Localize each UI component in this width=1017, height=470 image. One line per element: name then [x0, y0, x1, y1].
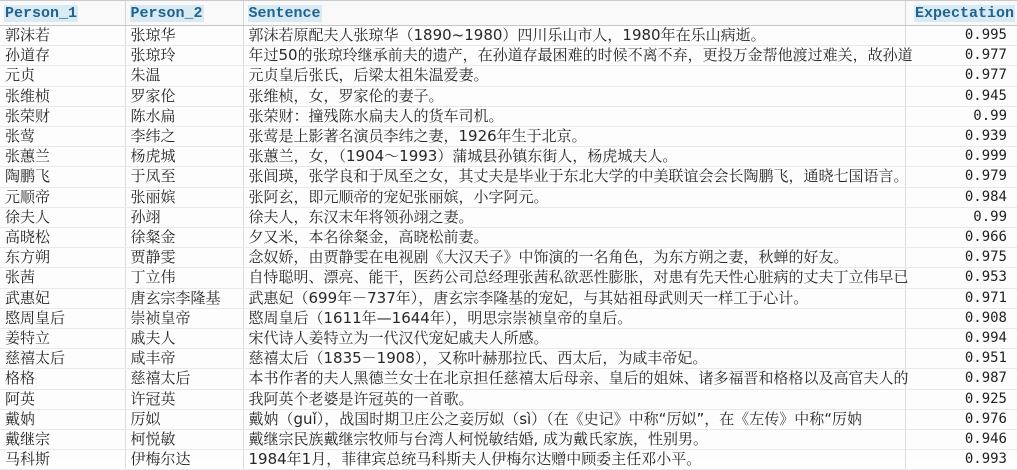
cell-person-2[interactable]: 朱温: [125, 66, 243, 86]
cell-person-1[interactable]: 愍周皇后: [0, 308, 125, 328]
cell-sentence[interactable]: 我阿英个老婆是许冠英的一首歌。: [243, 389, 905, 409]
cell-sentence[interactable]: 宋代诗人姜特立为一代汉代宠妃戚夫人所感。: [243, 329, 905, 349]
cell-person-1[interactable]: 戴妠: [0, 409, 125, 429]
cell-expectation[interactable]: 0.975: [905, 248, 1017, 268]
cell-person-2[interactable]: 于凤至: [125, 167, 243, 187]
table-row: [0, 308, 1017, 328]
cell-person-1[interactable]: 慈禧太后: [0, 349, 125, 369]
column-header-expectation-label: Expectation: [914, 4, 1014, 22]
cell-person-2[interactable]: 贾静雯: [125, 248, 243, 268]
table-row: [0, 329, 1017, 349]
cell-person-1[interactable]: 张莺: [0, 127, 125, 147]
cell-sentence[interactable]: 郭沫若原配夫人张琼华（1890~1980）四川乐山市人，1980年在乐山病逝。: [243, 26, 905, 46]
column-header-person-2-label: Person_2: [130, 4, 203, 22]
cell-sentence[interactable]: 张蕙兰，女，（1904～1993）蒲城县孙镇东街人，杨虎城夫人。: [243, 147, 905, 167]
column-header-expectation[interactable]: [905, 1, 1017, 26]
cell-expectation[interactable]: 0.953: [905, 268, 1017, 288]
cell-person-1[interactable]: 张荣财: [0, 106, 125, 126]
cell-person-1[interactable]: 武惠妃: [0, 288, 125, 308]
cell-expectation[interactable]: 0.977: [905, 66, 1017, 86]
cell-person-2[interactable]: 柯悦敏: [125, 430, 243, 450]
cell-person-2[interactable]: 孙翊: [125, 207, 243, 227]
cell-expectation[interactable]: 0.908: [905, 308, 1017, 328]
table-row: [0, 167, 1017, 187]
table-row: [0, 268, 1017, 288]
cell-person-2[interactable]: 许冠英: [125, 389, 243, 409]
cell-person-2[interactable]: 厉姒: [125, 409, 243, 429]
table-body: [0, 26, 1017, 470]
cell-expectation[interactable]: 0.984: [905, 187, 1017, 207]
cell-expectation[interactable]: 0.999: [905, 147, 1017, 167]
cell-sentence[interactable]: 慈禧太后（1835－1908），又称叶赫那拉氏、西太后，为咸丰帝妃。: [243, 349, 905, 369]
cell-sentence[interactable]: 张荣财：撞残陈水扁夫人的货车司机。: [243, 106, 905, 126]
cell-person-2[interactable]: 张丽嫔: [125, 187, 243, 207]
cell-sentence[interactable]: 夕又米，本名徐粲金，高晓松前妻。: [243, 228, 905, 248]
cell-expectation[interactable]: 0.994: [905, 329, 1017, 349]
cell-sentence[interactable]: 本书作者的夫人黑德兰女士在北京担任慈禧太后母亲、皇后的姐妹、诸多福晋和格格以及高官夫人的: [243, 369, 905, 389]
cell-person-1[interactable]: 张维桢: [0, 86, 125, 106]
table-row: [0, 127, 1017, 147]
table-row: [0, 450, 1017, 470]
cell-person-1[interactable]: 姜特立: [0, 329, 125, 349]
cell-expectation[interactable]: 0.987: [905, 369, 1017, 389]
cell-sentence[interactable]: 张莺是上影著名演员李纬之妻，1926年生于北京。: [243, 127, 905, 147]
table-row: [0, 248, 1017, 268]
cell-person-1[interactable]: 张茜: [0, 268, 125, 288]
cell-person-2[interactable]: 杨虎城: [125, 147, 243, 167]
cell-person-2[interactable]: 徐粲金: [125, 228, 243, 248]
cell-expectation[interactable]: 0.993: [905, 450, 1017, 470]
cell-expectation[interactable]: 0.995: [905, 26, 1017, 46]
cell-person-2[interactable]: 罗家伦: [125, 86, 243, 106]
table-row: [0, 46, 1017, 66]
cell-sentence[interactable]: 年过50的张琼玲继承前夫的遗产，在孙道存最困难的时候不离不弃，更投万金帮他渡过难关，故孙道: [243, 46, 905, 66]
table-row: [0, 288, 1017, 308]
cell-person-1[interactable]: 陶鹏飞: [0, 167, 125, 187]
cell-sentence[interactable]: 戴妠（guǐ），战国时期卫庄公之妾厉姒（sì）（在《史记》中称“厉姒”，在《左传》中称“厉妠: [243, 409, 905, 429]
cell-sentence[interactable]: 1984年1月，菲律宾总统马科斯夫人伊梅尔达赠中顾委主任邓小平。: [243, 450, 905, 470]
cell-sentence[interactable]: 自恃聪明、漂亮、能干，医药公司总经理张茜私欲恶性膨胀，对患有先天性心脏病的丈夫丁立伟早已: [243, 268, 905, 288]
cell-person-2[interactable]: 陈水扁: [125, 106, 243, 126]
cell-person-1[interactable]: 阿英: [0, 389, 125, 409]
cell-sentence[interactable]: 元贞皇后张氏，后梁太祖朱温爱妻。: [243, 66, 905, 86]
table-row: [0, 26, 1017, 46]
table-row: [0, 349, 1017, 369]
column-header-sentence-label: Sentence: [248, 4, 321, 22]
table-row: [0, 86, 1017, 106]
cell-expectation[interactable]: 0.971: [905, 288, 1017, 308]
cell-person-2[interactable]: 李纬之: [125, 127, 243, 147]
table-row: [0, 66, 1017, 86]
table-row: [0, 187, 1017, 207]
column-header-person-1-label: Person_1: [5, 4, 78, 22]
cell-person-1[interactable]: 元顺帝: [0, 187, 125, 207]
cell-person-2[interactable]: 张琼华: [125, 26, 243, 46]
cell-person-1[interactable]: 元贞: [0, 66, 125, 86]
relation-table: [0, 1, 1017, 470]
cell-person-2[interactable]: 崇祯皇帝: [125, 308, 243, 328]
column-header-sentence[interactable]: [243, 1, 905, 26]
cell-sentence[interactable]: 张阿玄，即元顺帝的宠妃张丽嫔，小字阿元。: [243, 187, 905, 207]
table-row: [0, 106, 1017, 126]
cell-sentence[interactable]: 徐夫人，东汉末年将领孙翊之妻。: [243, 207, 905, 227]
header-row: [0, 1, 1017, 26]
cell-expectation[interactable]: 0.945: [905, 86, 1017, 106]
cell-sentence[interactable]: 张维桢，女，罗家伦的妻子。: [243, 86, 905, 106]
cell-expectation[interactable]: 0.976: [905, 409, 1017, 429]
cell-person-2[interactable]: 张琼玲: [125, 46, 243, 66]
cell-person-1[interactable]: 马科斯: [0, 450, 125, 470]
cell-person-1[interactable]: 郭沫若: [0, 26, 125, 46]
column-header-person-1[interactable]: [0, 1, 125, 26]
cell-sentence[interactable]: 念奴娇，由贾静雯在电视剧《大汉天子》中饰演的一名角色，为东方朔之妻，秋蝉的好友。: [243, 248, 905, 268]
cell-sentence[interactable]: 张闾瑛，张学良和于凤至之女，其丈夫是毕业于东北大学的中美联谊会会长陶鹏飞，通晓七国语言。: [243, 167, 905, 187]
table-row: [0, 409, 1017, 429]
cell-sentence[interactable]: 愍周皇后（1611年—1644年），明思宗崇祯皇帝的皇后。: [243, 308, 905, 328]
cell-person-2[interactable]: 丁立伟: [125, 268, 243, 288]
table-row: [0, 430, 1017, 450]
cell-expectation[interactable]: 0.99: [905, 106, 1017, 126]
cell-person-1[interactable]: 孙道存: [0, 46, 125, 66]
table-row: [0, 228, 1017, 248]
cell-expectation[interactable]: 0.951: [905, 349, 1017, 369]
cell-expectation[interactable]: 0.99: [905, 207, 1017, 227]
cell-person-2[interactable]: 戚夫人: [125, 329, 243, 349]
cell-expectation[interactable]: 0.979: [905, 167, 1017, 187]
table-row: [0, 147, 1017, 167]
cell-expectation[interactable]: 0.939: [905, 127, 1017, 147]
cell-person-2[interactable]: 咸丰帝: [125, 349, 243, 369]
cell-person-2[interactable]: 唐玄宗李隆基: [125, 288, 243, 308]
cell-expectation[interactable]: 0.925: [905, 389, 1017, 409]
cell-person-2[interactable]: 慈禧太后: [125, 369, 243, 389]
cell-person-1[interactable]: 格格: [0, 369, 125, 389]
column-header-person-2[interactable]: [125, 1, 243, 26]
cell-person-1[interactable]: 东方朔: [0, 248, 125, 268]
cell-person-1[interactable]: 徐夫人: [0, 207, 125, 227]
cell-expectation[interactable]: 0.977: [905, 46, 1017, 66]
cell-sentence[interactable]: 戴继宗民族戴继宗牧师与台湾人柯悦敏结婚, 成为戴氏家族，性别男。: [243, 430, 905, 450]
cell-person-1[interactable]: 戴继宗: [0, 430, 125, 450]
table-row: [0, 369, 1017, 389]
cell-person-2[interactable]: 伊梅尔达: [125, 450, 243, 470]
cell-expectation[interactable]: 0.946: [905, 430, 1017, 450]
table-row: [0, 389, 1017, 409]
cell-expectation[interactable]: 0.966: [905, 228, 1017, 248]
cell-sentence[interactable]: 武惠妃（699年－737年），唐玄宗李隆基的宠妃，与其姑祖母武则天一样工于心计。: [243, 288, 905, 308]
table-row: [0, 207, 1017, 227]
cell-person-1[interactable]: 高晓松: [0, 228, 125, 248]
cell-person-1[interactable]: 张蕙兰: [0, 147, 125, 167]
